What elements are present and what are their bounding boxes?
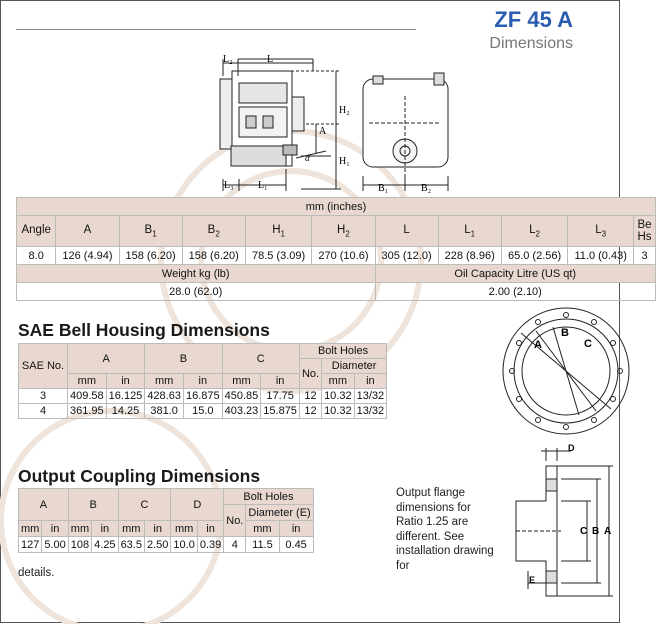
cell: 16.875 [183, 389, 222, 404]
col-header: B [68, 489, 118, 521]
bell-label-a: A [534, 339, 542, 351]
cell: 228 (8.96) [438, 247, 501, 265]
cell: 0.45 [279, 537, 313, 553]
col-header: C [222, 344, 299, 374]
col-header: Bolt Holes [224, 489, 313, 505]
sae-section-title: SAE Bell Housing Dimensions [18, 320, 270, 340]
unit-header: in [144, 521, 170, 537]
cell: 3 [19, 389, 68, 404]
output-coupling-diagram [516, 448, 613, 596]
bell-label-b: B [561, 327, 569, 339]
oil-capacity-header: Oil Capacity Litre (US qt) [375, 265, 656, 283]
page-title: ZF 45 A [494, 7, 573, 32]
unit-header: in [261, 374, 300, 389]
cell: 108 [68, 537, 91, 553]
main-dimensions-table [16, 197, 656, 301]
col-header: SAE No. [19, 344, 68, 389]
cell: 381.0 [145, 404, 184, 419]
unit-header: in [354, 374, 387, 389]
unit-header: mm [68, 374, 107, 389]
output-section-title: Output Coupling Dimensions [18, 466, 261, 486]
output-flange-note: Output flange dimensions for Ratio 1.25 are different. See installation drawing for [396, 487, 494, 572]
unit-header: mm [19, 521, 42, 537]
weight-value: 28.0 (62.0) [17, 283, 376, 301]
coupling-label-b: B [592, 526, 600, 537]
unit-header: mm [118, 521, 144, 537]
unit-header: mm [171, 521, 197, 537]
label-h1: H₁ [339, 156, 350, 167]
weight-header: Weight kg (lb) [17, 265, 376, 283]
cell: 17.75 [261, 389, 300, 404]
table-row [19, 389, 387, 404]
coupling-label-c: C [580, 526, 588, 537]
main-column-headers [17, 216, 656, 247]
col-header: $H_1$ [245, 216, 312, 247]
cell: 361.95 [68, 404, 107, 419]
unit-header: in [42, 521, 68, 537]
col-header: $L_3$ [568, 216, 634, 247]
col-header: Diameter (E) [246, 505, 313, 521]
coupling-label-d: D [568, 443, 575, 453]
cell: 8.0 [17, 247, 56, 265]
col-header: A [19, 489, 69, 521]
col-header: $L_1$ [438, 216, 501, 247]
cell: 65.0 (2.56) [501, 247, 568, 265]
coupling-label-e: E [529, 575, 536, 585]
cell: 158 (6.20) [119, 247, 182, 265]
col-header: A [56, 216, 119, 247]
output-coupling-table [18, 488, 314, 553]
cell: 270 (10.6) [312, 247, 375, 265]
col-header: No. [224, 505, 246, 537]
cell: 63.5 [118, 537, 144, 553]
col-header: B [145, 344, 222, 374]
cell: 11.0 (0.43) [568, 247, 634, 265]
table-row [17, 247, 656, 265]
output-flange-note-tail: details. [18, 567, 55, 579]
unit-header: mm (inches) [17, 198, 656, 216]
label-l3: L₃ [224, 180, 234, 191]
unit-header: mm [145, 374, 184, 389]
front-view-drawing [363, 73, 448, 191]
cell: 126 (4.94) [56, 247, 119, 265]
oil-capacity-value: 2.00 (2.10) [375, 283, 656, 301]
unit-header: in [106, 374, 145, 389]
cell: 450.85 [222, 389, 261, 404]
cell: 3 [634, 247, 656, 265]
cell: 158 (6.20) [182, 247, 245, 265]
col-header: D [171, 489, 224, 521]
label-h2: H₂ [339, 105, 350, 116]
label-l2: L₂ [223, 54, 233, 65]
label-alpha: α [305, 153, 310, 163]
label-a: A [319, 126, 327, 137]
bell-label-c: C [584, 338, 592, 350]
label-b2: B₂ [421, 183, 432, 194]
col-header: Be Hs [634, 216, 656, 247]
unit-header: mm [222, 374, 261, 389]
coupling-label-a: A [604, 526, 612, 537]
cell: 10.32 [322, 389, 355, 404]
unit-header: in [183, 374, 222, 389]
cell: 127 [19, 537, 42, 553]
cell: 0.39 [197, 537, 223, 553]
cell: 10.0 [171, 537, 197, 553]
col-header: $L_2$ [501, 216, 568, 247]
cell: 11.5 [246, 537, 279, 553]
label-b1: B₁ [378, 183, 389, 194]
table-row [19, 537, 314, 553]
col-header: L [375, 216, 438, 247]
cell: 16.125 [106, 389, 145, 404]
cell: 15.875 [261, 404, 300, 419]
cell: 5.00 [42, 537, 68, 553]
unit-header: in [197, 521, 223, 537]
col-header: $B_1$ [119, 216, 182, 247]
unit-header: mm [246, 521, 279, 537]
cell: 13/32 [354, 404, 387, 419]
page-subtitle: Dimensions [489, 35, 573, 52]
cell: 78.5 (3.09) [245, 247, 312, 265]
cell: 409.58 [68, 389, 107, 404]
cell: 12 [299, 389, 321, 404]
cell: 305 (12.0) [375, 247, 438, 265]
col-header: Angle [17, 216, 56, 247]
cell: 15.0 [183, 404, 222, 419]
unit-header: mm [68, 521, 91, 537]
unit-header: mm [322, 374, 355, 389]
cell: 428.63 [145, 389, 184, 404]
cell: 4 [224, 537, 246, 553]
unit-header: in [92, 521, 118, 537]
col-header: A [68, 344, 145, 374]
label-l1: L₁ [258, 180, 268, 191]
col-header: $H_2$ [312, 216, 375, 247]
col-header: C [118, 489, 171, 521]
cell: 13/32 [354, 389, 387, 404]
cell: 12 [299, 404, 321, 419]
unit-header: in [279, 521, 313, 537]
cell: 10.32 [322, 404, 355, 419]
table-row [17, 283, 656, 301]
sae-bell-housing-table [18, 343, 387, 419]
col-header: No. [299, 359, 321, 389]
col-header: $B_2$ [182, 216, 245, 247]
cell: 2.50 [144, 537, 170, 553]
cell: 4 [19, 404, 68, 419]
cell: 403.23 [222, 404, 261, 419]
col-header: Diameter [322, 359, 387, 374]
cell: 14.25 [106, 404, 145, 419]
cell: 4.25 [92, 537, 118, 553]
col-header: Bolt Holes [299, 344, 386, 359]
table-row [19, 404, 387, 419]
label-l: L [267, 54, 274, 65]
